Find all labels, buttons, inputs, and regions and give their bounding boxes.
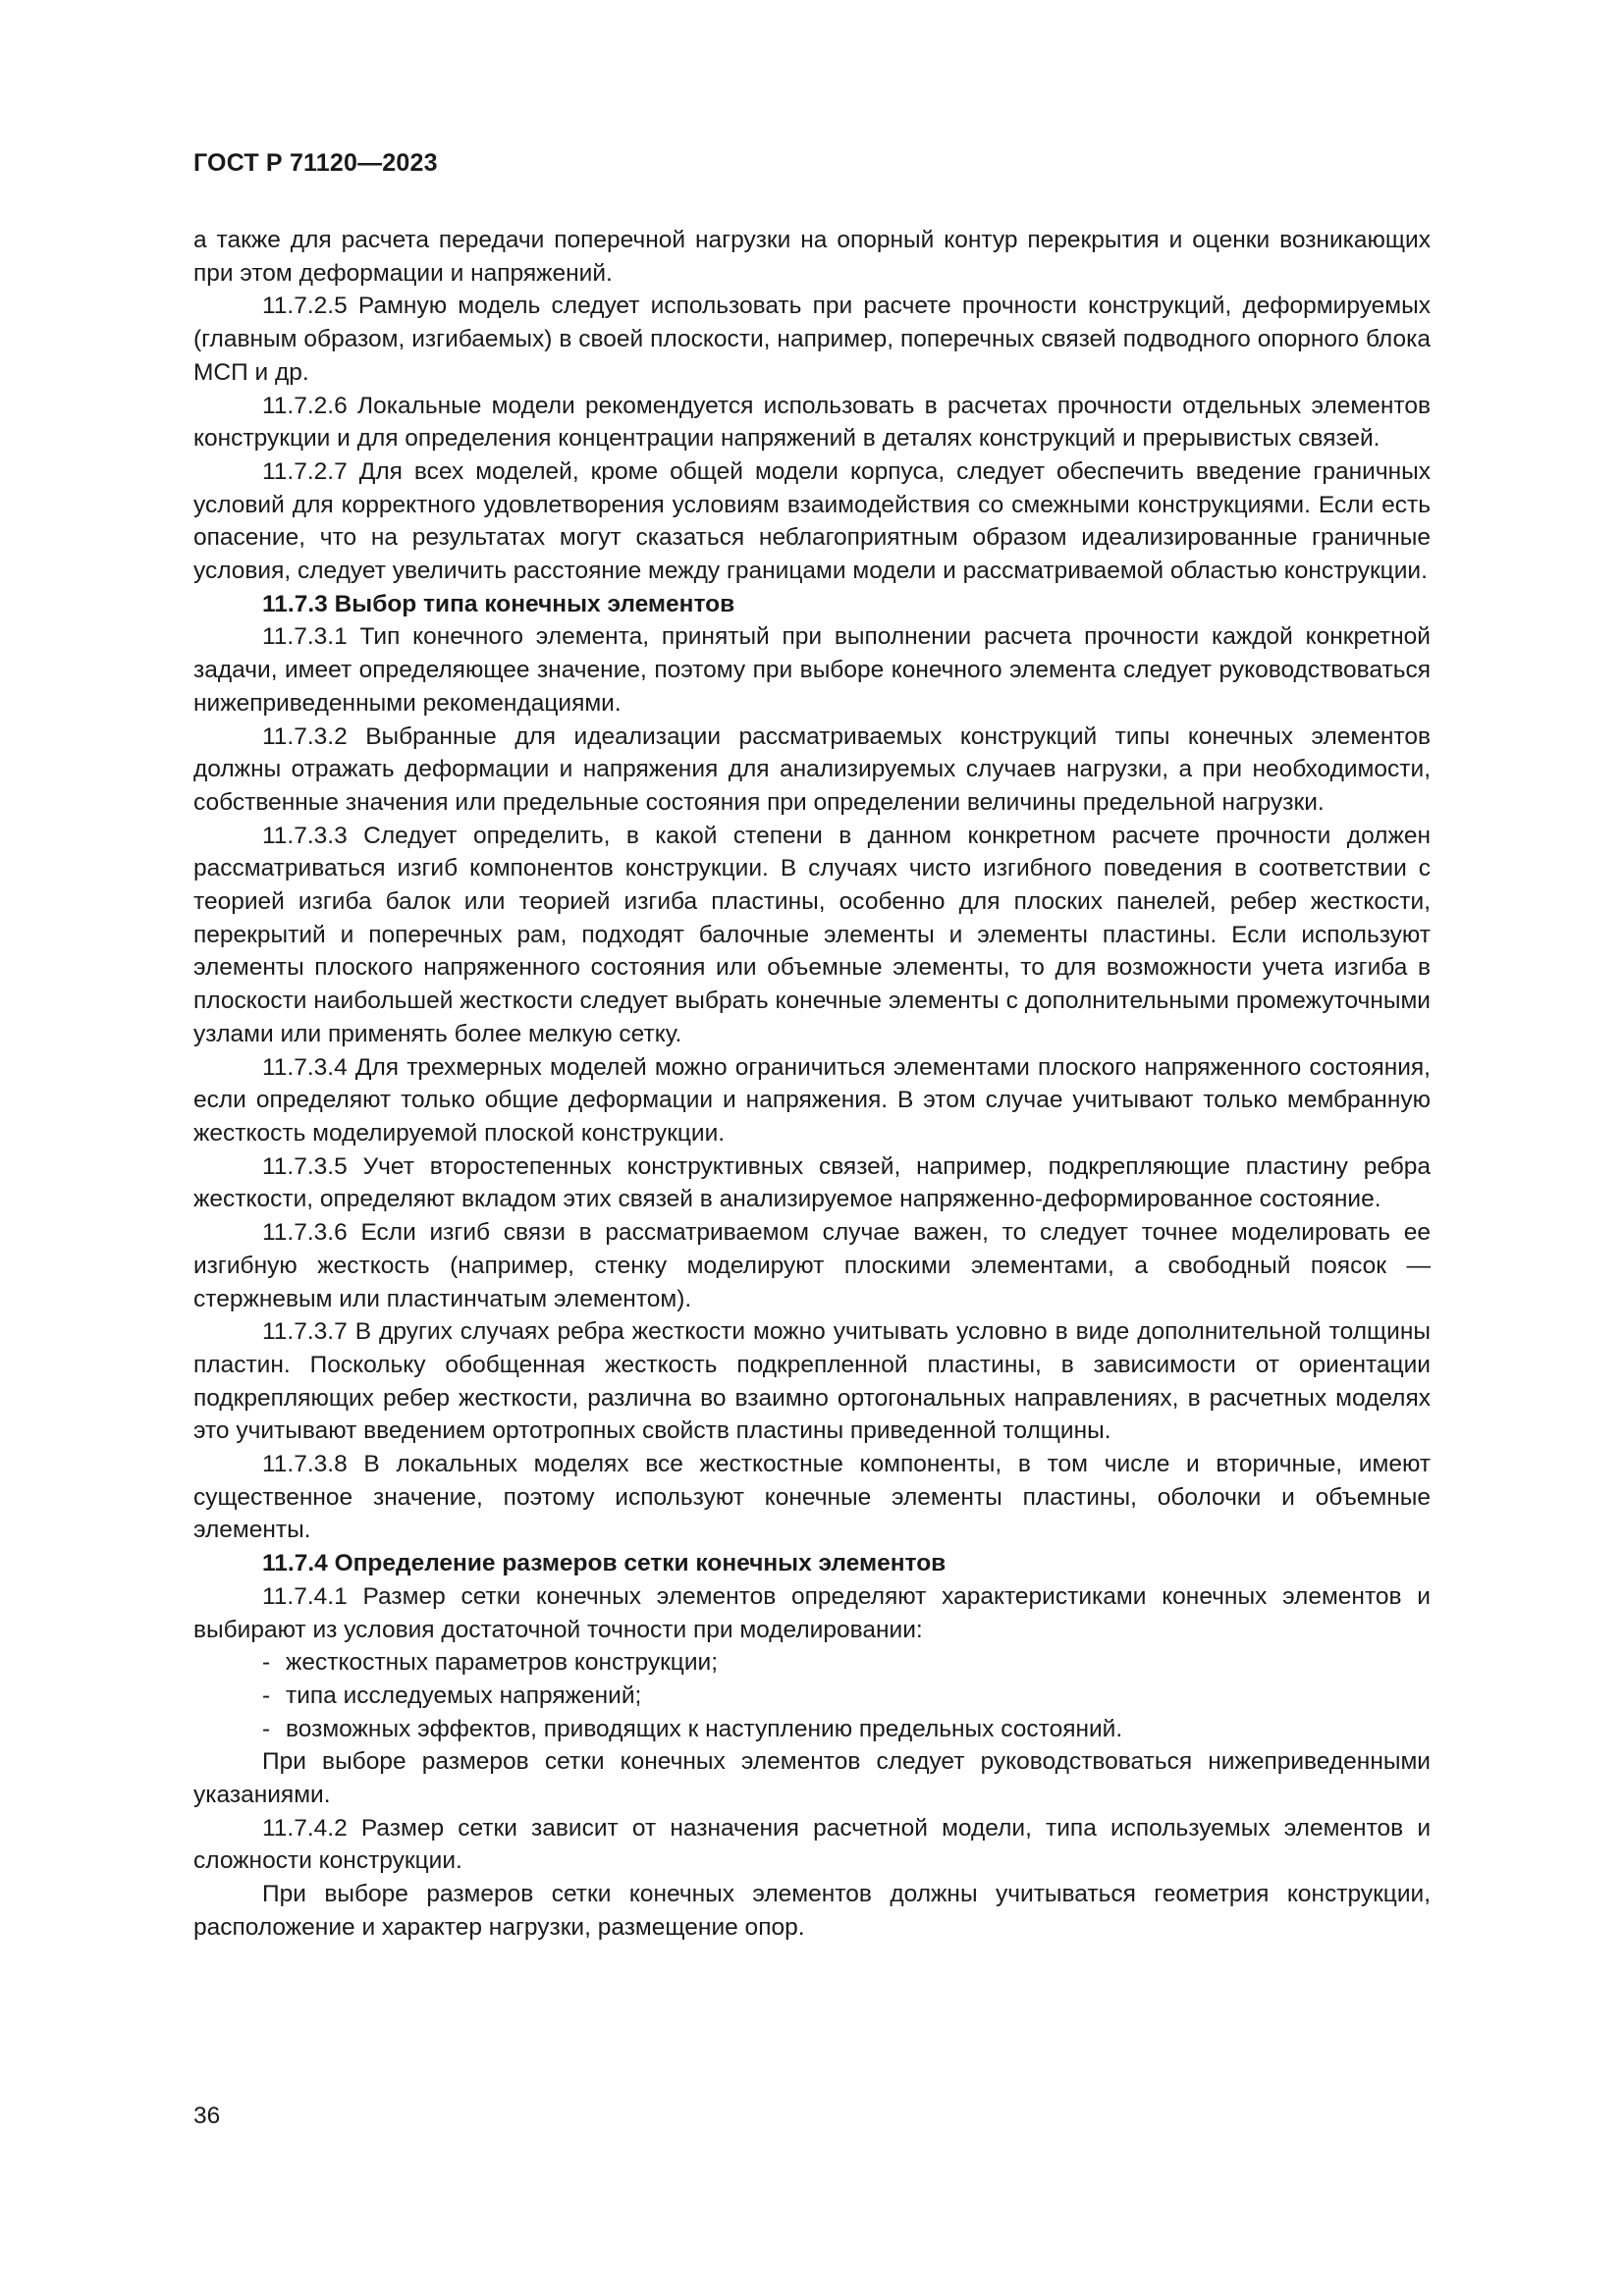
section-heading-11-7-3: 11.7.3 Выбор типа конечных элементов xyxy=(262,590,735,617)
paragraph-11-7-3-6: 11.7.3.6 Если изгиб связи в рассматриваемом случае важен, то следует точнее моделировать ее изгибную жесткость (например, стенку моделируют плоскими элементами, а свободный поясок — стержневым или пластинчатым элементом). xyxy=(193,1219,1431,1312)
paragraph-11-7-3-2: 11.7.3.2 Выбранные для идеализации рассматриваемых конструкций типы конечных элементов должны отражать деформации и напряжения для анализируемых случаев нагрузки, а при необходимости, собственные значения или предельные состояния при определении величины предельной нагрузки. xyxy=(193,722,1431,816)
paragraph-11-7-2-6: 11.7.2.6 Локальные модели рекомендуется использовать в расчетах прочности отдельных элементов конструкции и для определения концентрации напряжений в деталях конструкций и прерывистых связей. xyxy=(193,392,1431,453)
paragraph-mesh-geometry: При выборе размеров сетки конечных элементов должны учитываться геометрия конструкции, расположение и характер нагрузки, размещение опор. xyxy=(193,1881,1431,1941)
document-body xyxy=(193,224,1431,1945)
paragraph-mesh-guidance: При выборе размеров сетки конечных элементов следует руководствоваться нижеприведенными указаниями. xyxy=(193,1748,1431,1809)
page-number: 36 xyxy=(193,2103,221,2129)
paragraph-11-7-4-1: 11.7.4.1 Размер сетки конечных элементов определяют характеристиками конечных элементов и выбирают из условия достаточной точности при моделировании: xyxy=(193,1582,1431,1643)
paragraph-11-7-3-1: 11.7.3.1 Тип конечного элемента, принятый при выполнении расчета прочности каждой конкретной задачи, имеет определяющее значение, поэтому при выборе конечного элемента следует руководствоваться нижеприведенными рекомендациями. xyxy=(193,623,1431,717)
paragraph-11-7-3-7: 11.7.3.7 В других случаях ребра жесткости можно учитывать условно в виде дополнительной толщины пластин. Поскольку обобщенная жесткость подкрепленной пластины, в зависимости от ориентации подкрепляющих ребер жесткости, различна во взаимно ортогональных направлениях, в расчетных моделях это учитывают введением ортотропных свойств пластины приведенной толщины. xyxy=(193,1318,1431,1445)
paragraph-11-7-3-8: 11.7.3.8 В локальных моделях все жесткостные компоненты, в том числе и вторичные, имеют существенное значение, поэтому используют конечные элементы пластины, оболочки и объемные элементы. xyxy=(193,1451,1431,1544)
paragraph-11-7-3-3: 11.7.3.3 Следует определить, в какой степени в данном конкретном расчете прочности должен рассматриваться изгиб компонентов конструкции. В случаях чисто изгибного поведения в соответствии с теорией изгиба балок или теорией изгиба пластины, особенно для плоских панелей, ребер жесткости, перекрытий и поперечных рам, подходят балочные элементы и элементы пластины. Если используют элементы плоского напряженного состояния или объемные элементы, то для возможности учета изгиба в плоскости наибольшей жесткости следует выбрать конечные элементы с дополнительными промежуточными узлами или применять более мелкую сетку. xyxy=(193,822,1431,1047)
section-heading-11-7-4: 11.7.4 Определение размеров сетки конечных элементов xyxy=(262,1550,947,1577)
paragraph-11-7-2-5: 11.7.2.5 Рамную модель следует использовать при расчете прочности конструкций, деформируемых (главным образом, изгибаемых) в своей плоскости, например, поперечных связей подводного опорного блока МСП и др. xyxy=(193,293,1431,386)
list-item xyxy=(193,1713,1431,1746)
list-dash: - xyxy=(262,1715,271,1742)
list-dash: - xyxy=(262,1682,271,1709)
paragraph-11-7-2-7: 11.7.2.7 Для всех моделей, кроме общей модели корпуса, следует обеспечить введение граничных условий для корректного удовлетворения условиям взаимодействия со смежными конструкциями. Если есть опасение, что на результатах могут сказаться неблагоприятным образом идеализированные граничные условия, следует увеличить расстояние между границами модели и рассматриваемой областью конструкции. xyxy=(193,457,1431,585)
list-item-text: типа исследуемых напряжений; xyxy=(286,1682,642,1709)
paragraph-11-7-3-5: 11.7.3.5 Учет второстепенных конструктивных связей, например, подкрепляющие пластину ребра жесткости, определяют вкладом этих связей в анализируемое напряженно-деформированное состояние. xyxy=(193,1152,1431,1213)
list-item xyxy=(193,1646,1431,1680)
list-dash: - xyxy=(262,1649,271,1677)
list-item xyxy=(193,1680,1431,1713)
list-item-text: жесткостных параметров конструкции; xyxy=(286,1649,719,1677)
paragraph-11-7-3-4: 11.7.3.4 Для трехмерных моделей можно ограничиться элементами плоского напряженного состояния, если определяют только общие деформации и напряжения. В этом случае учитывают только мембранную жесткость моделируемой плоской конструкции. xyxy=(193,1053,1431,1147)
paragraph-continuation: а также для расчета передачи поперечной нагрузки на опорный контур перекрытия и оценки возникающих при этом деформации и напряжений. xyxy=(193,227,1431,287)
document-code-header: ГОСТ Р 71120—2023 xyxy=(193,149,438,177)
paragraph-11-7-4-2: 11.7.4.2 Размер сетки зависит от назначения расчетной модели, типа используемых элементов и сложности конструкции. xyxy=(193,1814,1431,1875)
list-item-text: возможных эффектов, приводящих к наступлению предельных состояний. xyxy=(286,1715,1123,1742)
